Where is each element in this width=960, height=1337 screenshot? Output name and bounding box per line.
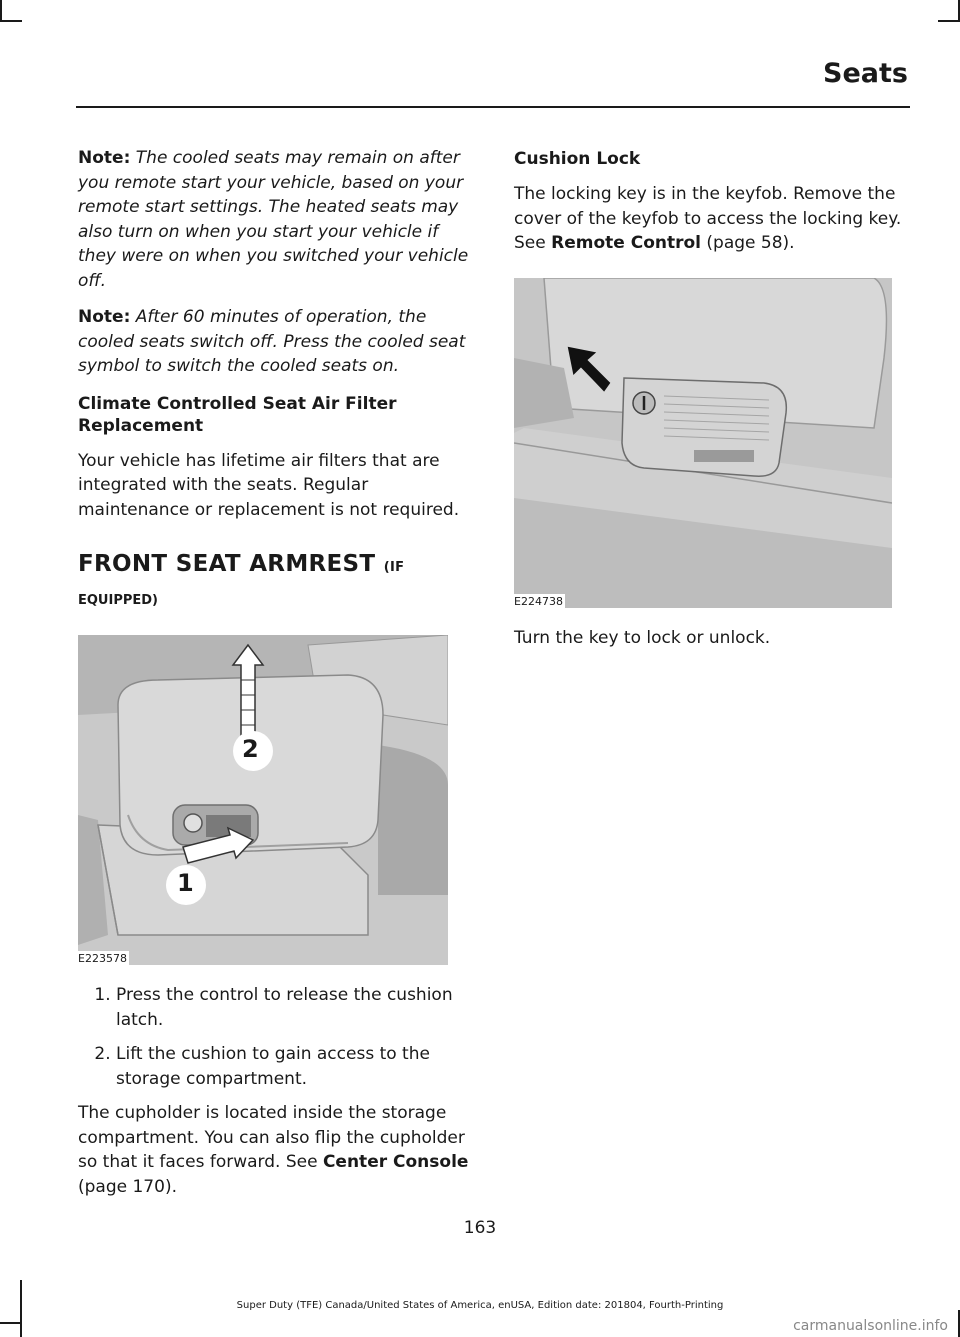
cupholder-page: (page 170). [78, 1176, 177, 1197]
crop-mark [0, 20, 22, 22]
armrest-illustration [78, 635, 448, 965]
page-title: Seats [823, 58, 908, 89]
cupholder-ref-link[interactable]: Center Console [322, 1152, 469, 1172]
note-text: After 60 minutes of operation, the cooled seats switch off. Press the cooled seat symbol to switch the cooled seats on. [78, 307, 466, 376]
watermark: carmanualsonline.info [793, 1318, 948, 1334]
note-label: Note: [78, 148, 131, 168]
footer-text: Super Duty (TFE) Canada/United States of America, enUSA, Edition date: 201804, Fourth-Printing [236, 1300, 724, 1311]
note-1 [78, 146, 476, 293]
title-divider [76, 106, 910, 108]
note-label: Note: [78, 307, 131, 327]
figure-code: E224738 [514, 594, 563, 608]
armrest-figure [78, 635, 448, 965]
note-2 [78, 305, 476, 379]
crop-mark [938, 20, 960, 22]
step-item: 1. Press the control to release the cushion latch. [116, 983, 476, 1032]
filter-heading: Climate Controlled Seat Air Filter Replacement [78, 393, 397, 436]
lock-body: The locking key is in the keyfob. Remove the cover of the keyfob to access the locking key. See [514, 184, 902, 253]
crop-mark [0, 1322, 22, 1324]
turn-key-text: Turn the key to lock or unlock. [514, 627, 771, 648]
step-item: 2. Lift the cushion to gain access to the storage compartment. [116, 1042, 476, 1091]
right-column [514, 146, 912, 662]
lock-page: (page 58). [706, 233, 795, 253]
armrest-heading-small: (IF [383, 560, 405, 575]
callout-1: 1 [177, 869, 194, 897]
filter-text: Your vehicle has lifetime air filters that are integrated with the seats. Regular maintenance or replacement is not required. [78, 450, 460, 520]
armrest-heading-cont: EQUIPPED) [78, 592, 158, 608]
lock-heading: Cushion Lock [514, 149, 641, 169]
cushion-lock-figure [514, 278, 892, 608]
callout-2: 2 [242, 735, 259, 763]
armrest-steps [78, 983, 476, 1091]
lock-text [514, 182, 912, 256]
page-number: 163 [463, 1218, 497, 1238]
cupholder-text [78, 1101, 476, 1199]
note-text: The cooled seats may remain on after you remote start your vehicle, based on your remote start settings. The heated seats may also turn on when you start your vehicle if they were on when you switched your vehicle off. [78, 148, 469, 291]
lock-ref-link[interactable]: Remote Control [551, 233, 701, 253]
cupholder-body: The cupholder is located inside the storage compartment. You can also flip the cupholder so that it faces forward. See [78, 1103, 465, 1172]
armrest-heading-main: FRONT SEAT ARMREST [78, 551, 376, 577]
figure-code: E223578 [78, 952, 127, 965]
crop-mark [0, 0, 2, 22]
left-column [78, 146, 476, 1211]
armrest-heading [78, 552, 476, 581]
cushion-lock-illustration [514, 278, 892, 608]
